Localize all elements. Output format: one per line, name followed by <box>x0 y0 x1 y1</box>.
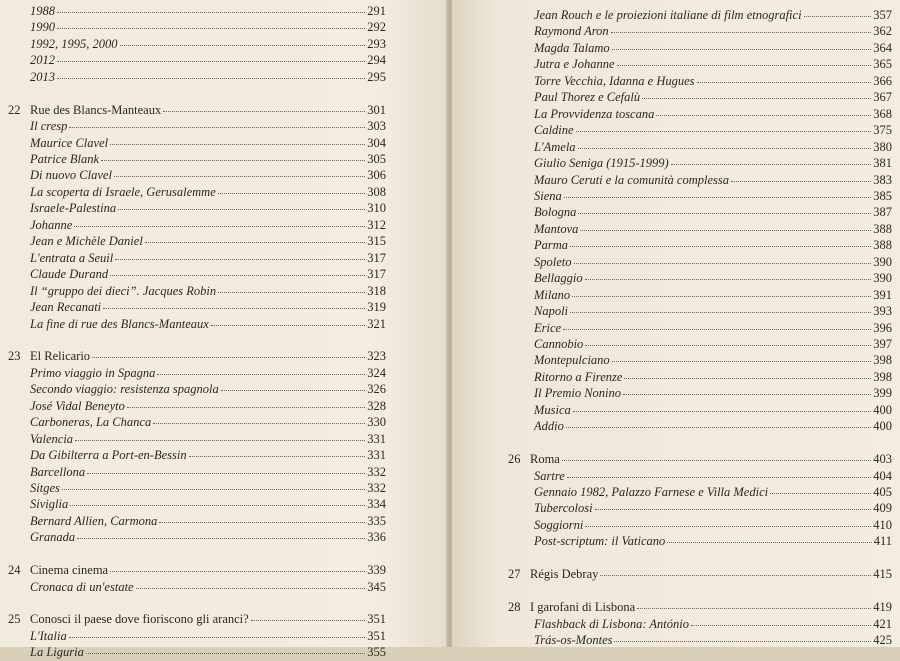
toc-subentry <box>534 172 892 188</box>
dot-leader <box>770 483 871 494</box>
chapter-number: 27 <box>508 567 521 582</box>
toc-subentry <box>534 188 892 204</box>
page-number: 367 <box>873 90 892 105</box>
page-number: 399 <box>873 386 892 401</box>
toc-subentry <box>534 468 892 484</box>
dot-leader <box>221 380 365 391</box>
dot-leader <box>570 236 871 247</box>
toc-subentry <box>30 381 386 397</box>
toc-subentry <box>534 139 892 155</box>
subentry-title: Magda Talamo <box>534 40 610 55</box>
toc-subentry <box>534 484 892 500</box>
page-number: 368 <box>873 106 892 121</box>
dot-leader <box>136 578 366 589</box>
dot-leader <box>110 134 365 145</box>
subentry-title: Sartre <box>534 468 565 483</box>
dot-leader <box>118 199 365 210</box>
toc-chapter <box>508 599 892 615</box>
dot-leader <box>62 479 365 490</box>
page-number: 351 <box>367 612 386 627</box>
dot-leader <box>163 101 365 112</box>
dot-leader <box>585 269 872 280</box>
subentry-title: Paul Thorez e Cefalù <box>534 90 641 105</box>
chapter-title: Régis Debray <box>530 567 599 582</box>
toc-subentry <box>534 303 892 319</box>
subentry-title: Il “gruppo dei dieci”. Jacques Robin <box>30 283 217 298</box>
page-number: 323 <box>367 349 386 364</box>
dot-leader <box>585 335 871 346</box>
page-number: 400 <box>873 402 892 417</box>
toc-subentry <box>30 151 386 167</box>
dot-leader <box>574 253 872 264</box>
toc-subentry <box>30 431 386 447</box>
toc-subentry <box>534 155 892 171</box>
toc-chapter <box>508 451 892 467</box>
toc-subentry <box>534 500 892 516</box>
page-number: 365 <box>873 57 892 72</box>
dot-leader <box>804 6 872 17</box>
dot-leader <box>580 220 871 231</box>
subentry-title: Primo viaggio in Spagna <box>30 365 156 380</box>
dot-leader <box>110 265 365 276</box>
subentry-title: Bologna <box>534 205 577 220</box>
subentry-title: Cannobio <box>534 337 584 351</box>
subentry-title: La fine di rue des Blancs-Manteaux <box>30 316 209 331</box>
page-number: 397 <box>873 337 892 351</box>
toc-subentry <box>30 266 386 282</box>
page-number: 419 <box>873 600 892 615</box>
subentry-title: Giulio Seniga (1915-1999) <box>534 156 669 171</box>
page-number: 301 <box>367 102 386 117</box>
subentry-title: Johanne <box>30 217 73 232</box>
subentry-title: Bernard Allien, Carmona <box>30 513 158 528</box>
toc-subentry <box>30 316 386 332</box>
toc-subentry <box>534 385 892 401</box>
toc-subentry <box>30 365 386 381</box>
dot-leader <box>637 598 871 609</box>
dot-leader <box>691 615 871 626</box>
dot-leader <box>74 216 365 227</box>
chapter-number: 24 <box>8 563 21 578</box>
dot-leader <box>218 282 365 293</box>
dot-leader <box>614 631 871 642</box>
dot-leader <box>218 183 366 194</box>
toc-subentry <box>534 287 892 303</box>
page-number: 345 <box>367 579 386 594</box>
toc-chapter <box>8 348 386 364</box>
toc-subentry <box>30 398 386 414</box>
page-number: 304 <box>367 135 386 150</box>
page-number: 351 <box>367 628 386 643</box>
toc-subentry <box>30 579 386 595</box>
toc-subentry <box>30 135 386 151</box>
page-number: 383 <box>873 172 892 187</box>
page-number: 317 <box>367 250 386 265</box>
dot-leader <box>564 187 871 198</box>
subentry-title: Torre Vecchia, Idanna e Hugues <box>534 73 695 88</box>
dot-leader <box>57 2 365 13</box>
right-page <box>452 0 900 647</box>
page-number: 393 <box>873 304 892 319</box>
page-number: 380 <box>873 139 892 154</box>
dot-leader <box>57 18 365 29</box>
subentry-title: Jean Recanati <box>30 300 102 315</box>
page-number: 409 <box>873 501 892 516</box>
toc-subentry <box>534 418 892 434</box>
dot-leader <box>578 138 872 149</box>
subentry-title: La Provvidenza toscana <box>534 106 655 121</box>
page-number: 324 <box>367 365 386 380</box>
dot-leader <box>562 450 871 461</box>
subentry-title: L'Amela <box>534 139 576 154</box>
toc-subentry <box>534 270 892 286</box>
dot-leader <box>656 105 871 116</box>
subentry-title: Addio <box>534 419 564 434</box>
toc-subentry <box>534 254 892 270</box>
toc-subentry <box>30 447 386 463</box>
subentry-title: Jutra e Johanne <box>534 57 615 72</box>
dot-leader <box>127 397 365 408</box>
dot-leader <box>114 166 365 177</box>
subentry-title: 1988 <box>30 4 55 18</box>
subentry-title: Claude Durand <box>30 267 109 282</box>
page-number: 328 <box>367 398 386 413</box>
toc-subentry <box>30 250 386 266</box>
subentry-title: Il Premio Nonino <box>534 386 622 401</box>
toc-subentry <box>534 336 892 352</box>
dot-leader <box>101 150 365 161</box>
dot-leader <box>612 351 872 362</box>
dot-leader <box>189 446 366 457</box>
toc-subentry <box>30 217 386 233</box>
toc-subentry <box>30 233 386 249</box>
dot-leader <box>120 35 366 46</box>
toc-subentry <box>534 221 892 237</box>
page-number: 294 <box>367 53 386 68</box>
chapter-number: 23 <box>8 349 21 364</box>
dot-leader <box>145 232 365 243</box>
dot-leader <box>75 430 365 441</box>
dot-leader <box>153 413 365 424</box>
subentry-title: Trás-os-Montes <box>534 632 613 647</box>
subentry-title: La scoperta di Israele, Gerusalemme <box>30 184 216 199</box>
page-number: 305 <box>367 152 386 166</box>
page-number: 336 <box>367 530 386 545</box>
toc-subentry <box>30 118 386 134</box>
subentry-title: Siena <box>534 188 562 203</box>
page-number: 400 <box>873 419 892 434</box>
dot-leader <box>69 117 365 128</box>
dot-leader <box>697 72 872 83</box>
toc-subentry <box>534 40 892 56</box>
toc-subentry <box>534 237 892 253</box>
toc-subentry <box>534 56 892 72</box>
toc-subentry <box>30 19 386 35</box>
page-number: 415 <box>873 567 892 582</box>
subentry-title: Jean Rouch e le proiezioni italiane di film etnografici <box>534 8 802 22</box>
dot-leader <box>576 121 872 132</box>
page-number: 381 <box>873 156 892 171</box>
dot-leader <box>612 39 872 50</box>
subentry-title: 2012 <box>30 53 55 68</box>
toc-subentry <box>534 632 892 648</box>
subentry-title: Granada <box>30 530 76 545</box>
page-number: 331 <box>367 448 386 463</box>
toc-subentry <box>30 513 386 529</box>
toc-subentry <box>30 200 386 216</box>
page-number: 321 <box>367 316 386 331</box>
subentry-title: Siviglia <box>30 497 69 512</box>
dot-leader <box>623 384 871 395</box>
subentry-title: Spoleto <box>534 254 572 269</box>
dot-leader <box>731 171 871 182</box>
page-number: 318 <box>367 283 386 298</box>
chapter-number: 25 <box>8 612 21 627</box>
toc-subentry <box>534 204 892 220</box>
page-number: 331 <box>367 431 386 446</box>
page-number: 355 <box>367 645 386 660</box>
subentry-title: Mauro Ceruti e la comunità complessa <box>534 172 730 187</box>
dot-leader <box>77 528 365 539</box>
toc-chapter <box>8 102 386 118</box>
page-number: 385 <box>873 188 892 203</box>
dot-leader <box>600 565 871 576</box>
subentry-title: Mantova <box>534 221 579 236</box>
page-number: 306 <box>367 168 386 183</box>
toc-chapter <box>8 562 386 578</box>
subentry-title: Raymond Aron <box>534 24 609 39</box>
subentry-title: Cronaca di un'estate <box>30 579 134 594</box>
dot-leader <box>671 154 872 165</box>
toc-subentry <box>30 283 386 299</box>
toc-subentry <box>30 52 386 68</box>
page-number: 312 <box>367 217 386 232</box>
dot-leader <box>642 88 871 99</box>
chapter-title: El Relicario <box>30 349 91 364</box>
subentry-title: Da Gibilterra a Port-en-Bessin <box>30 448 187 463</box>
page-number: 390 <box>873 271 892 286</box>
toc-subentry <box>30 3 386 19</box>
page-number: 403 <box>873 452 892 467</box>
page-number: 293 <box>367 36 386 51</box>
chapter-title: Rue des Blancs-Manteaux <box>30 102 162 117</box>
subentry-title: Post-scriptum: il Vaticano <box>534 534 666 549</box>
page-number: 310 <box>367 201 386 216</box>
dot-leader <box>617 55 872 66</box>
chapter-number: 26 <box>508 452 521 467</box>
dot-leader <box>667 532 871 543</box>
dot-leader <box>624 368 871 379</box>
page-number: 317 <box>367 267 386 282</box>
chapter-title: Cinema cinema <box>30 563 109 578</box>
page-number: 390 <box>873 254 892 269</box>
dot-leader <box>585 516 871 527</box>
dot-leader <box>211 315 365 326</box>
toc-subentry <box>534 7 892 23</box>
page-number: 366 <box>873 73 892 88</box>
subentry-title: Gennaio 1982, Palazzo Farnese e Villa Medici <box>534 485 769 499</box>
subentry-title: 1992, 1995, 2000 <box>30 36 118 51</box>
subentry-title: Napoli <box>534 304 569 319</box>
page-number: 388 <box>873 238 892 253</box>
chapter-title: I garofani di Lisbona <box>530 600 636 615</box>
chapter-number: 22 <box>8 102 21 117</box>
toc-subentry <box>534 106 892 122</box>
page-number: 292 <box>367 20 386 35</box>
subentry-title: Montepulciano <box>534 353 610 368</box>
toc-subentry <box>534 616 892 632</box>
page-number: 398 <box>873 353 892 368</box>
page-number: 391 <box>873 287 892 302</box>
subentry-title: Milano <box>534 287 571 302</box>
subentry-title: Soggiorni <box>534 517 584 532</box>
toc-subentry <box>534 73 892 89</box>
toc-subentry <box>30 299 386 315</box>
page-number: 362 <box>873 24 892 39</box>
subentry-title: Jean e Michèle Daniel <box>30 234 143 249</box>
subentry-title: Secondo viaggio: resistenza spagnola <box>30 382 219 397</box>
subentry-title: Tubercolosi <box>534 501 593 516</box>
page-number: 295 <box>367 69 386 84</box>
toc-subentry <box>30 36 386 52</box>
page-number: 335 <box>367 513 386 528</box>
toc-subentry <box>30 167 386 183</box>
page-number: 375 <box>873 123 892 138</box>
page-number: 303 <box>367 119 386 134</box>
toc-subentry <box>534 369 892 385</box>
page-number: 421 <box>873 616 892 631</box>
page-number: 404 <box>873 468 892 483</box>
dot-leader <box>110 561 365 572</box>
page-number: 364 <box>873 40 892 55</box>
subentry-title: Caldine <box>534 123 574 138</box>
subentry-title: Carboneras, La Chanca <box>30 415 152 430</box>
dot-leader <box>69 627 366 638</box>
page-number: 396 <box>873 320 892 335</box>
subentry-title: Israele-Palestina <box>30 201 117 216</box>
dot-leader <box>567 467 871 478</box>
dot-leader <box>570 302 871 313</box>
toc-subentry <box>30 414 386 430</box>
dot-leader <box>103 298 365 309</box>
page-number: 315 <box>367 234 386 249</box>
subentry-title: La Liguria <box>30 645 84 660</box>
dot-leader <box>87 463 365 474</box>
page-number: 319 <box>367 300 386 315</box>
subentry-title: Bellaggio <box>534 271 583 286</box>
subentry-title: Il cresp <box>30 119 68 134</box>
page-number: 411 <box>873 534 892 549</box>
dot-leader <box>159 512 365 523</box>
dot-leader <box>86 643 365 654</box>
toc-subentry <box>534 517 892 533</box>
subentry-title: Ritorno a Firenze <box>534 369 623 384</box>
page-number: 326 <box>367 382 386 397</box>
subentry-title: Flashback di Lisbona: António <box>534 616 689 631</box>
page-number: 425 <box>873 632 892 647</box>
toc-subentry <box>30 529 386 545</box>
page-number: 357 <box>873 8 892 22</box>
toc-chapter <box>508 566 892 582</box>
dot-leader <box>573 401 871 412</box>
dot-leader <box>70 495 365 506</box>
toc-subentry <box>534 320 892 336</box>
dot-leader <box>611 22 872 33</box>
toc-subentry <box>30 69 386 85</box>
dot-leader <box>57 51 365 62</box>
dot-leader <box>92 347 365 358</box>
subentry-title: Parma <box>534 238 569 253</box>
toc-subentry <box>30 480 386 496</box>
dot-leader <box>572 286 871 297</box>
toc-subentry <box>30 184 386 200</box>
page-number: 405 <box>873 485 892 499</box>
subentry-title: José Vidal Beneyto <box>30 398 125 413</box>
dot-leader <box>578 203 871 214</box>
toc-subentry <box>534 533 892 549</box>
page-number: 332 <box>367 480 386 495</box>
left-page <box>0 0 448 660</box>
toc-subentry <box>534 89 892 105</box>
page-number: 330 <box>367 415 386 430</box>
subentry-title: L'Italia <box>30 628 67 643</box>
subentry-title: Sitges <box>30 480 60 495</box>
subentry-title: Di nuovo Clavel <box>30 168 112 183</box>
dot-leader <box>566 417 871 428</box>
page-number: 388 <box>873 221 892 236</box>
toc-subentry <box>534 122 892 138</box>
page-number: 291 <box>367 4 386 18</box>
dot-leader <box>57 68 365 79</box>
dot-leader <box>115 249 365 260</box>
subentry-title: 2013 <box>30 69 55 84</box>
subentry-title: Maurice Clavel <box>30 135 109 150</box>
subentry-title: 1990 <box>30 20 55 35</box>
chapter-title: Conosci il paese dove fioriscono gli aranci? <box>30 612 249 627</box>
chapter-title: Roma <box>530 452 560 467</box>
dot-leader <box>563 319 871 330</box>
page-number: 332 <box>367 464 386 479</box>
chapter-number: 28 <box>508 600 521 615</box>
subentry-title: Musica <box>534 402 571 417</box>
dot-leader <box>251 610 366 621</box>
toc-chapter <box>8 611 386 627</box>
page-number: 334 <box>367 497 386 512</box>
page-number: 308 <box>367 184 386 199</box>
page-number: 339 <box>367 563 386 578</box>
dot-leader <box>595 499 872 510</box>
toc-subentry <box>534 23 892 39</box>
subentry-title: Valencia <box>30 431 74 446</box>
subentry-title: Barcellona <box>30 464 86 479</box>
toc-subentry <box>534 352 892 368</box>
toc-subentry <box>30 464 386 480</box>
subentry-title: Erice <box>534 320 562 335</box>
toc-subentry <box>30 628 386 644</box>
dot-leader <box>157 364 365 375</box>
toc-subentry <box>534 402 892 418</box>
subentry-title: L'entrata a Seuil <box>30 250 114 265</box>
page-number: 387 <box>873 205 892 220</box>
page-number: 398 <box>873 369 892 384</box>
subentry-title: Patrice Blank <box>30 152 100 166</box>
toc-subentry <box>30 496 386 512</box>
page-number: 410 <box>873 517 892 532</box>
